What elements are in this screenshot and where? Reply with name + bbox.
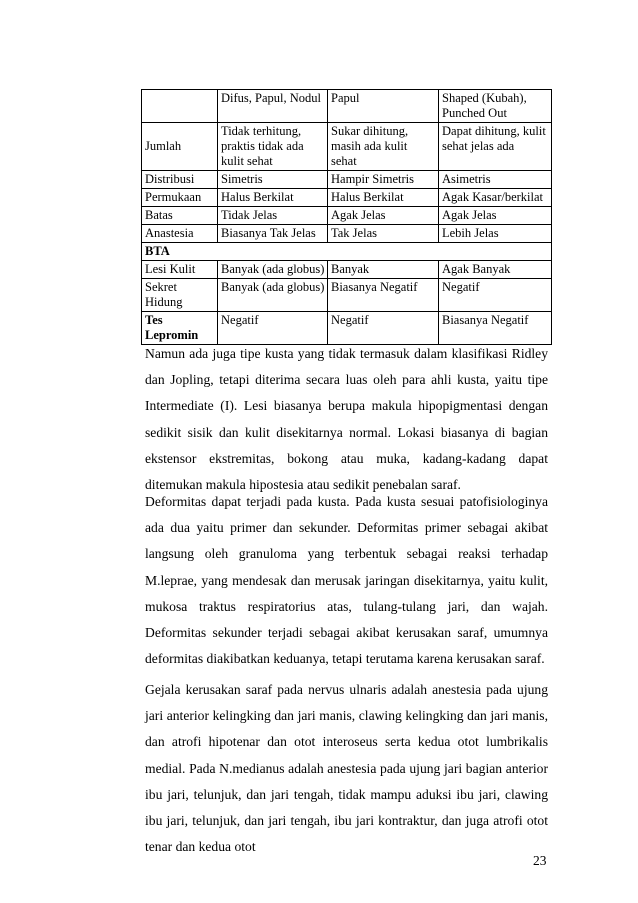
table-row [142,279,552,312]
table-cell: Tak Jelas [328,225,439,243]
table-cell: Sekret Hidung [142,279,218,312]
table-row [142,171,552,189]
table-cell: Biasanya Negatif [439,312,552,345]
body-paragraph: Gejala kerusakan saraf pada nervus ulnaris adalah anestesia pada ujung jari anterior kelingking dan jari manis, clawing kelingking dan jari manis, dan atrofi hipotenar dan otot interoseus serta kedua otot lumbrikalis medial. Pada N.medianus adalah anestesia pada ujung jari bagian anterior ibu jari, telunjuk, dan jari tengah, tidak mampu aduksi ibu jari, clawing ibu jari, telunjuk, dan jari tengah, ibu jari kontraktur, dan juga atrofi otot tenar dan kedua otot [145,682,548,855]
table-section-label: BTA [142,243,552,261]
table-cell: Biasanya Tak Jelas [218,225,328,243]
table-cell: Banyak (ada globus) [218,261,328,279]
table-cell: Lesi Kulit [142,261,218,279]
table-cell: Halus Berkilat [218,189,328,207]
table-cell: Negatif [218,312,328,345]
table-row [142,90,552,123]
table-cell: Anastesia [142,225,218,243]
table-cell [142,90,218,123]
table-cell: Sukar dihitung, masih ada kulit sehat [328,123,439,171]
table-cell: Negatif [439,279,552,312]
table-cell: Agak Kasar/berkilat [439,189,552,207]
table-row [142,189,552,207]
leprosy-classification-table [141,89,552,345]
table-section-row [142,243,552,261]
table-cell: Agak Jelas [439,207,552,225]
table-row [142,261,552,279]
table-cell: Banyak (ada globus) [218,279,328,312]
table-cell: Papul [328,90,439,123]
table-cell: Biasanya Negatif [328,279,439,312]
table-cell: Agak Banyak [439,261,552,279]
table-row [142,123,552,171]
table-cell: Batas [142,207,218,225]
table-cell: Negatif [328,312,439,345]
table-cell: Hampir Simetris [328,171,439,189]
table-cell: Banyak [328,261,439,279]
table-row [142,207,552,225]
body-paragraph: Deformitas dapat terjadi pada kusta. Pada kusta sesuai patofisiologinya ada dua yaitu primer dan sekunder. Deformitas primer sebagai akibat langsung oleh granuloma yang terbentuk sebagai reaksi terhadap M.leprae, yang mendesak dan merusak jaringan disekitarnya, yaitu kulit, mukosa traktus respiratorius atas, tulang-tulang jari, dan wajah. Deformitas sekunder terjadi sebagai akibat kerusakan saraf, umumnya deformitas diakibatkan keduanya, tetapi terutama karena kerusakan saraf. [145,494,548,667]
table-cell: Tidak Jelas [218,207,328,225]
table-cell: Halus Berkilat [328,189,439,207]
table-cell: Distribusi [142,171,218,189]
table-cell: Lebih Jelas [439,225,552,243]
table-cell: Permukaan [142,189,218,207]
table-cell: Tidak terhitung, praktis tidak ada kulit sehat [218,123,328,171]
page-number: 23 [533,853,547,868]
table-cell: Jumlah [142,123,218,171]
table-cell: Simetris [218,171,328,189]
body-paragraph: Namun ada juga tipe kusta yang tidak termasuk dalam klasifikasi Ridley dan Jopling, tetapi diterima secara luas oleh para ahli kusta, yaitu tipe Intermediate (I). Lesi biasanya berupa makula hipopigmentasi dengan sedikit sisik dan kulit disekitarnya normal. Lokasi biasanya di bagian ekstensor ekstremitas, bokong atau muka, kadang-kadang dapat ditemukan makula hipostesia atau sedikit penebalan saraf. [145,346,548,493]
table-cell: Agak Jelas [328,207,439,225]
table-cell: Shaped (Kubah), Punched Out [439,90,552,123]
table-cell: Dapat dihitung, kulit sehat jelas ada [439,123,552,171]
table-row [142,312,552,345]
table-cell: Asimetris [439,171,552,189]
table-cell: Tes Lepromin [142,312,218,345]
table-row [142,225,552,243]
table-cell: Difus, Papul, Nodul [218,90,328,123]
